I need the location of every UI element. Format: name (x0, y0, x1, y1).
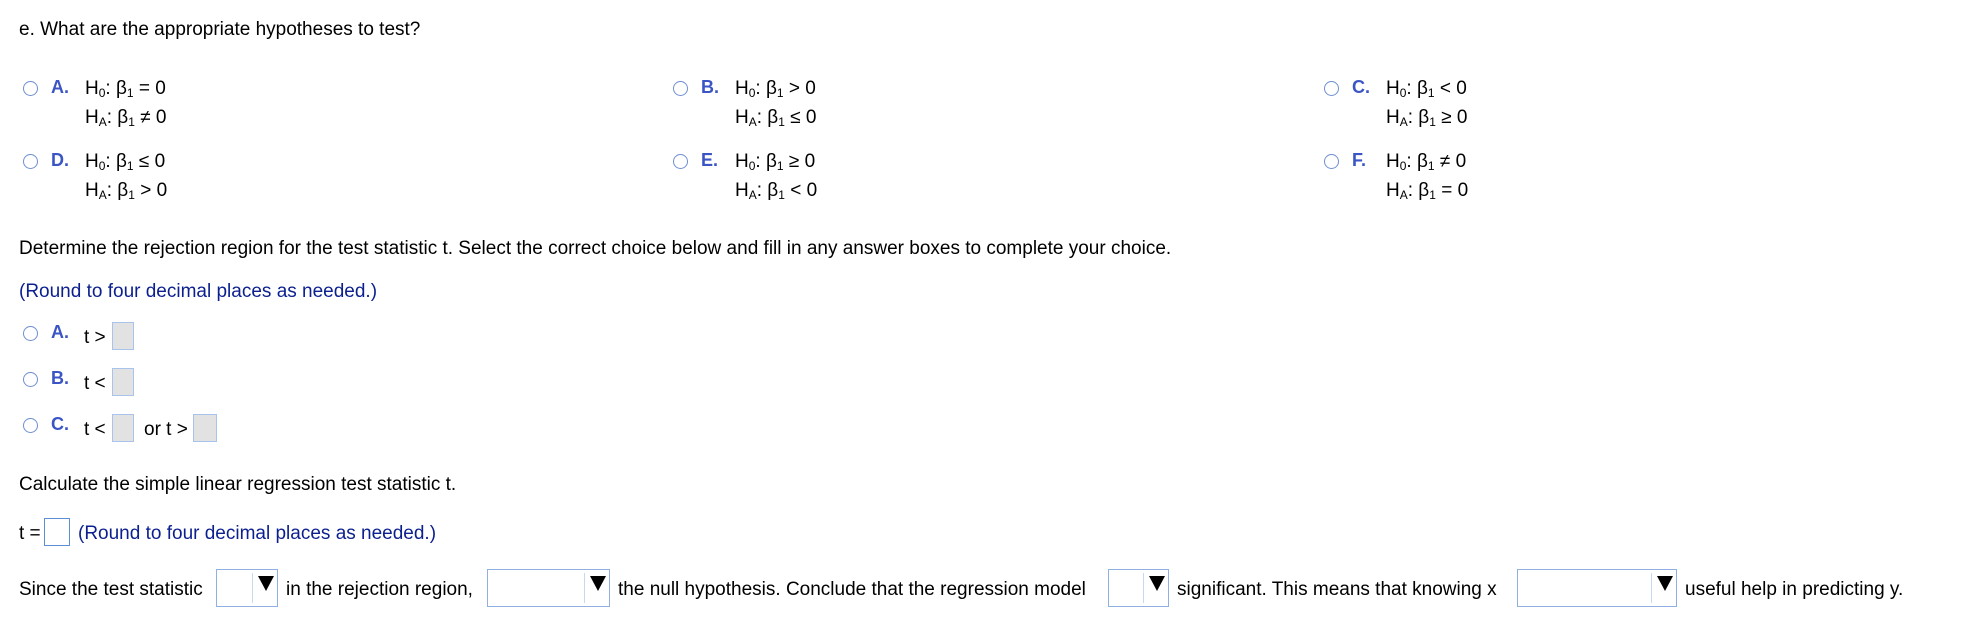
hypothesis-relation: = 0 (133, 78, 166, 99)
hypothesis-letter[interactable]: C. (1352, 77, 1370, 97)
hypothesis-radio[interactable] (673, 154, 688, 169)
hypothesis-relation: < 0 (784, 180, 818, 201)
hypothesis-beta-sub: 1 (1429, 115, 1436, 129)
rejection-answer-box-c-upper[interactable] (193, 414, 217, 442)
hypothesis-h-sub: A (748, 188, 757, 202)
rejection-radio-b[interactable] (23, 372, 38, 387)
hypothesis-h-sub: A (98, 188, 107, 202)
conclusion-text-3: the null hypothesis. Conclude that the regression model (618, 579, 1086, 600)
hypothesis-h: H (1386, 151, 1400, 172)
hypothesis-beta-sub: 1 (1427, 86, 1435, 100)
hypothesis-beta: : β (1406, 151, 1428, 172)
hypothesis-h-sub: A (98, 115, 107, 129)
hypothesis-h-sub: 0 (98, 159, 106, 173)
hypothesis-beta: : β (755, 78, 777, 99)
alternative-hypothesis (85, 176, 167, 210)
statistic-label: t = (19, 523, 41, 544)
hypothesis-beta-sub: 1 (776, 159, 784, 173)
statistic-round-note: (Round to four decimal places as needed.) (78, 523, 437, 544)
rejection-text-c-or: or t > (144, 419, 188, 440)
conclusion-text-1: Since the test statistic (19, 579, 203, 600)
statistic-input[interactable] (44, 518, 70, 546)
rejection-letter-b[interactable]: B. (51, 368, 69, 388)
conclusion-dropdown-2[interactable] (487, 569, 610, 607)
hypothesis-relation: ≤ 0 (133, 151, 166, 172)
hypothesis-beta: : β (1407, 107, 1430, 128)
hypothesis-beta-sub: 1 (778, 115, 785, 129)
hypothesis-beta-sub: 1 (1429, 188, 1436, 202)
hypothesis-relation: > 0 (783, 78, 816, 99)
hypothesis-h-sub: 0 (748, 159, 756, 173)
rejection-instruction: Determine the rejection region for the test statistic t. Select the correct choice below and fill in any answer boxes to complete your choice. (19, 238, 1172, 259)
hypothesis-letter[interactable]: F. (1352, 150, 1367, 170)
hypothesis-h: H (1386, 180, 1400, 201)
hypothesis-relation: ≤ 0 (784, 107, 817, 128)
hypothesis-radio[interactable] (23, 81, 38, 96)
hypothesis-beta: : β (1407, 180, 1430, 201)
alternative-hypothesis (735, 103, 817, 137)
rejection-answer-box-c-lower[interactable] (112, 414, 134, 442)
hypothesis-beta: : β (105, 78, 127, 99)
hypothesis-h-sub: A (748, 115, 757, 129)
rejection-letter-a[interactable]: A. (51, 322, 69, 342)
hypothesis-beta: : β (756, 180, 779, 201)
hypothesis-h-sub: 0 (1399, 86, 1407, 100)
hypothesis-beta: : β (755, 151, 777, 172)
hypothesis-relation: ≠ 0 (134, 107, 167, 128)
hypothesis-radio[interactable] (1324, 81, 1339, 96)
hypothesis-radio[interactable] (673, 81, 688, 96)
hypothesis-h: H (735, 180, 749, 201)
hypothesis-beta: : β (106, 107, 129, 128)
alternative-hypothesis (85, 103, 167, 137)
alternative-hypothesis (1386, 103, 1468, 137)
conclusion-dropdown-4[interactable] (1517, 569, 1677, 607)
hypothesis-h: H (735, 107, 749, 128)
hypothesis-letter[interactable]: E. (701, 150, 719, 170)
hypothesis-beta-sub: 1 (128, 188, 135, 202)
hypothesis-beta: : β (105, 151, 127, 172)
hypothesis-beta: : β (756, 107, 779, 128)
rejection-radio-c[interactable] (23, 418, 38, 433)
hypothesis-relation: ≥ 0 (783, 151, 816, 172)
hypothesis-h: H (1386, 78, 1400, 99)
rejection-radio-a[interactable] (23, 326, 38, 341)
hypothesis-h-sub: A (1399, 188, 1408, 202)
hypothesis-beta-sub: 1 (1427, 159, 1435, 173)
hypothesis-h-sub: 0 (748, 86, 756, 100)
hypothesis-beta-sub: 1 (776, 86, 784, 100)
hypothesis-h: H (85, 78, 99, 99)
hypothesis-h: H (735, 151, 749, 172)
rejection-round-note: (Round to four decimal places as needed.) (19, 281, 378, 302)
hypothesis-relation: ≥ 0 (1435, 107, 1468, 128)
rejection-text-a: t > (84, 327, 106, 348)
rejection-letter-c[interactable]: C. (51, 414, 69, 434)
hypothesis-beta-sub: 1 (778, 188, 785, 202)
hypothesis-h: H (85, 151, 99, 172)
hypothesis-relation: = 0 (1435, 180, 1469, 201)
hypothesis-radio[interactable] (1324, 154, 1339, 169)
hypothesis-h: H (85, 180, 99, 201)
hypothesis-h-sub: A (1399, 115, 1408, 129)
question-title: e. What are the appropriate hypotheses to test? (19, 19, 421, 40)
conclusion-text-2: in the rejection region, (286, 579, 473, 600)
hypothesis-relation: < 0 (1434, 78, 1467, 99)
hypothesis-letter[interactable]: B. (701, 77, 719, 97)
rejection-text-c: t < (84, 419, 106, 440)
conclusion-dropdown-1[interactable] (216, 569, 278, 607)
dropdown-arrow-icon (590, 576, 606, 591)
hypothesis-h: H (1386, 107, 1400, 128)
conclusion-text-5: useful help in predicting y. (1685, 579, 1904, 600)
hypothesis-beta-sub: 1 (128, 115, 135, 129)
alternative-hypothesis (1386, 176, 1468, 210)
dropdown-arrow-icon (258, 576, 274, 591)
conclusion-text-4: significant. This means that knowing x (1177, 579, 1497, 600)
rejection-text-b: t < (84, 373, 106, 394)
statistic-instruction: Calculate the simple linear regression test statistic t. (19, 474, 457, 495)
hypothesis-letter[interactable]: A. (51, 77, 69, 97)
hypothesis-beta-sub: 1 (126, 86, 134, 100)
hypothesis-beta: : β (1406, 78, 1428, 99)
dropdown-arrow-icon (1149, 576, 1165, 591)
alternative-hypothesis (735, 176, 817, 210)
hypothesis-relation: > 0 (134, 180, 168, 201)
hypothesis-beta-sub: 1 (126, 159, 134, 173)
hypothesis-h-sub: 0 (1399, 159, 1407, 173)
hypothesis-h: H (85, 107, 99, 128)
hypothesis-h: H (735, 78, 749, 99)
hypothesis-h-sub: 0 (98, 86, 106, 100)
conclusion-dropdown-3[interactable] (1108, 569, 1169, 607)
rejection-answer-box-a[interactable] (112, 322, 134, 350)
hypothesis-beta: : β (106, 180, 129, 201)
dropdown-arrow-icon (1657, 576, 1673, 591)
hypothesis-radio[interactable] (23, 154, 38, 169)
hypothesis-letter[interactable]: D. (51, 150, 69, 170)
rejection-answer-box-b[interactable] (112, 368, 134, 396)
hypothesis-relation: ≠ 0 (1434, 151, 1467, 172)
